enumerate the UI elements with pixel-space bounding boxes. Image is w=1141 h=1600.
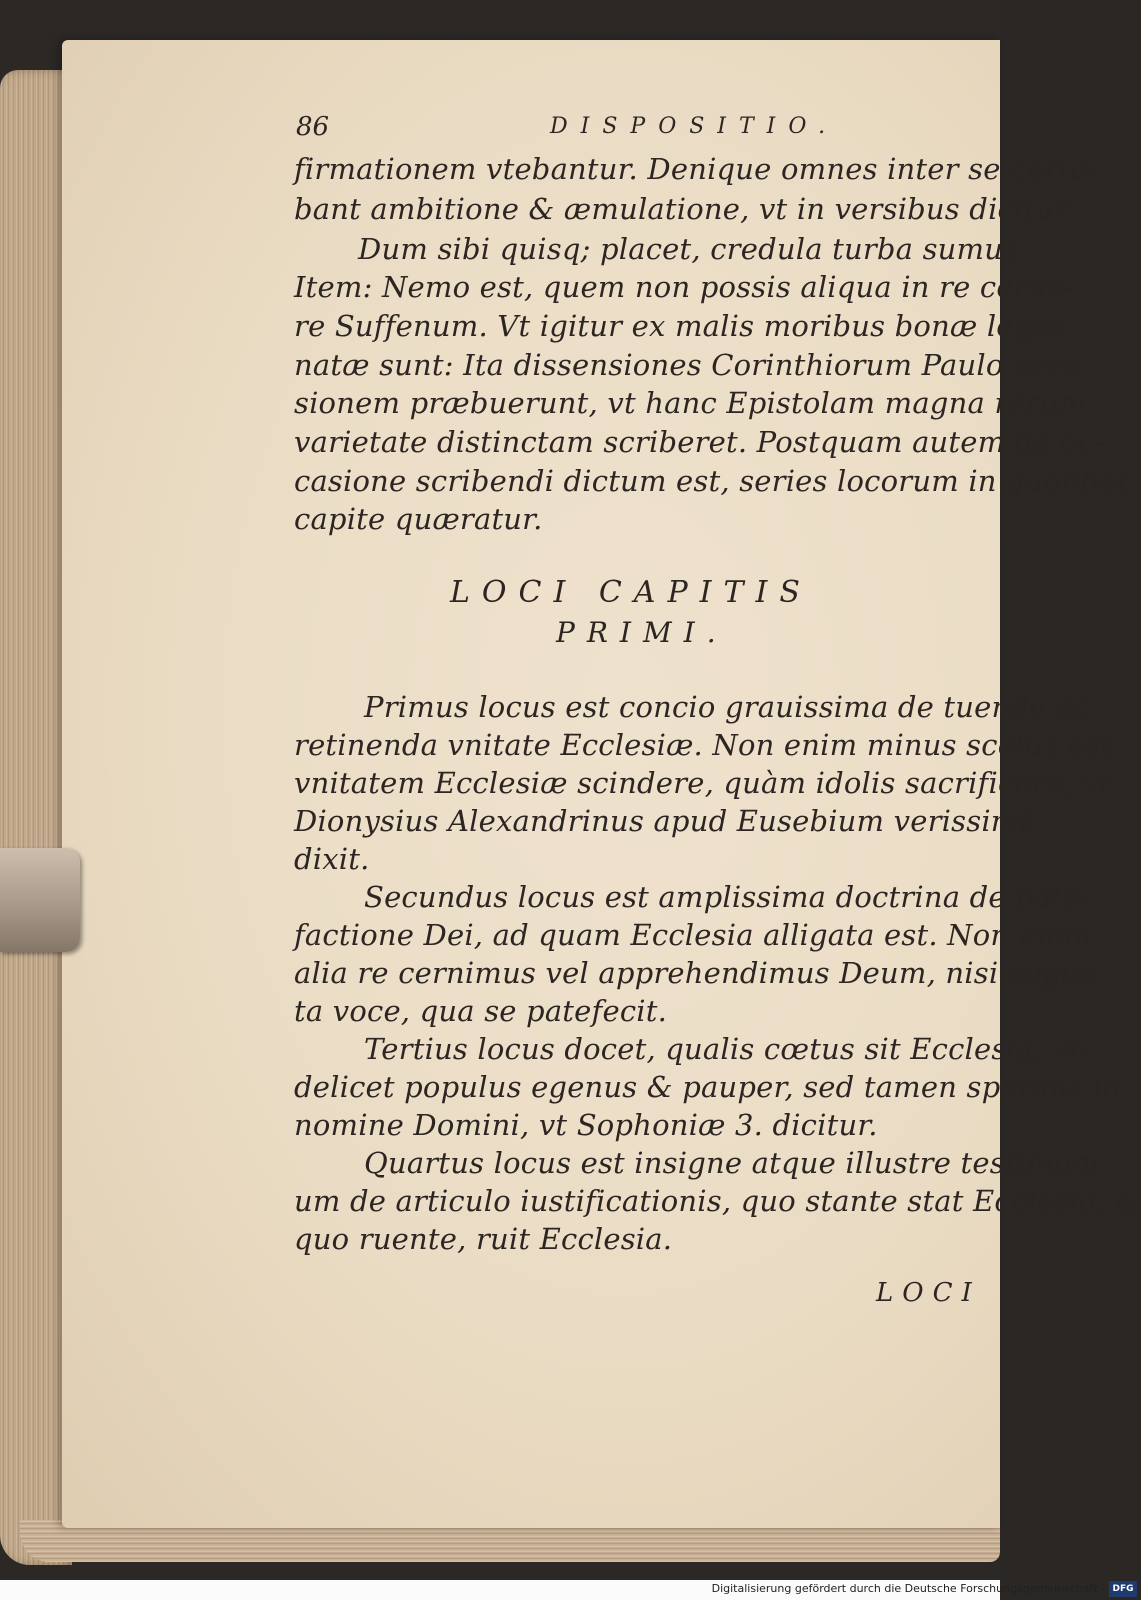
dfg-logo-icon: DFG <box>1109 1581 1137 1597</box>
text-line: Secundus locus est amplissima doctrina de pate- <box>364 880 1091 914</box>
text-line: alia re cernimus vel apprehendimus Deum, nisi cogita- <box>294 956 1110 990</box>
footer-credit: Digitalisierung gefördert durch die Deutsche Forschungsgemeinschaft - <box>711 1582 1105 1595</box>
text-line: factione Dei, ad quam Ecclesia alligata est. Non enim <box>294 918 1093 952</box>
text-line: firmationem vtebantur. Denique omnes inter se certa- <box>294 152 1098 186</box>
text-line: Item: Nemo est, quem non possis aliqua in re cerne- <box>294 270 1075 304</box>
text-line: sionem præbuerunt, vt hanc Epistolam magna rerum <box>294 386 1087 420</box>
text-line: retinenda vnitate Ecclesiæ. Non enim minus scelus est <box>294 728 1113 762</box>
text-line: natæ sunt: Ita dissensiones Corinthiorum Paulo occa- <box>294 348 1091 382</box>
text-line: varietate distinctam scriberet. Postquam autem de oc- <box>294 425 1105 459</box>
catchword: LOCI <box>876 1278 981 1308</box>
verse-line: Dum sibi quisq; placet, credula turba sumus. <box>358 232 1028 266</box>
text-line: dixit. <box>294 842 370 876</box>
text-line: Tertius locus docet, qualis cœtus sit Ecclesia, vi- <box>364 1032 1089 1066</box>
text-line: Primus locus est concio grauissima de tuenda ac <box>364 690 1091 724</box>
text-line: delicet populus egenus & pauper, sed tamen sperans in <box>294 1070 1122 1104</box>
text-line: quo ruente, ruit Ecclesia. <box>294 1222 673 1256</box>
section-heading-line-1: LOCI CAPITIS <box>450 575 812 610</box>
text-line: Dionysius Alexandrinus apud Eusebium verissimè <box>294 804 1036 838</box>
text-line: Quartus locus est insigne atque illustre testimoni- <box>364 1146 1110 1180</box>
running-head <box>296 112 976 148</box>
text-line: capite quæratur. <box>294 502 543 536</box>
running-title: DISPOSITIO. <box>550 114 839 139</box>
text-line: vnitatem Ecclesiæ scindere, quàm idolis sacrificare, vt <box>294 766 1111 800</box>
text-line: re Suffenum. Vt igitur ex malis moribus bonæ leges <box>294 309 1065 343</box>
section-heading-line-2: PRIMI. <box>556 616 728 649</box>
text-line: nomine Domini, vt Sophoniæ 3. dicitur. <box>294 1108 878 1142</box>
text-line: bant ambitione & æmulatione, vt in versibus dicitur: <box>294 192 1079 226</box>
text-line: um de articulo iustificationis, quo stante stat Ecclesia, & <box>294 1184 1141 1218</box>
text-line: ta voce, qua se patefecit. <box>294 994 668 1028</box>
page-number: 86 <box>296 112 330 142</box>
text-line: casione scribendi dictum est, series locorum in quolibet <box>294 464 1129 498</box>
bookmark-tab <box>0 848 80 952</box>
